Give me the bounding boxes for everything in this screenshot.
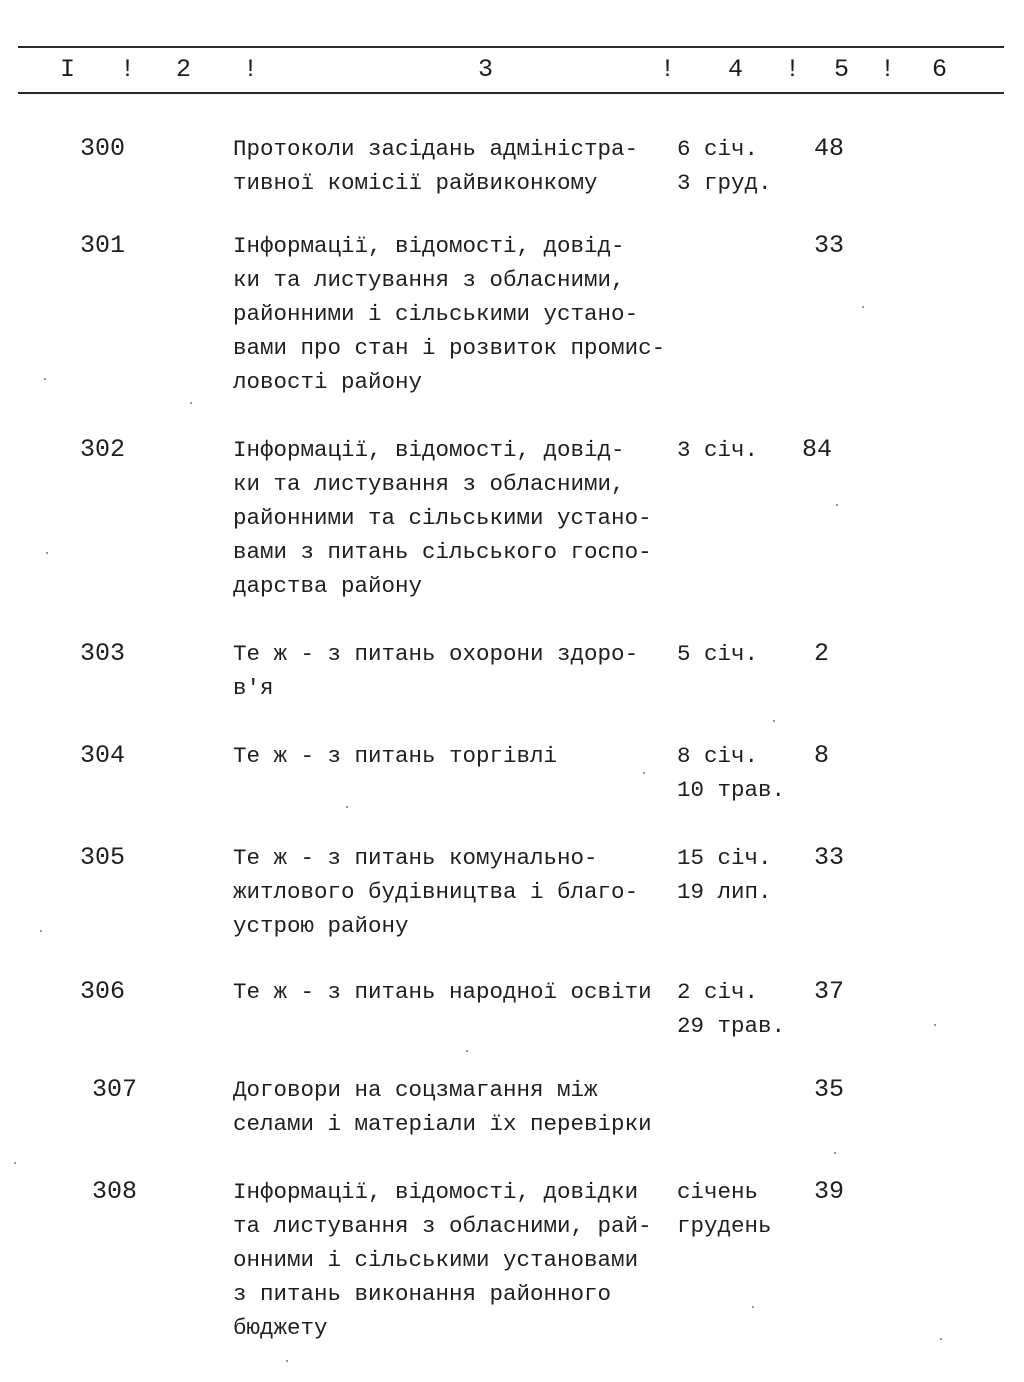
title-line: з питань виконання районного <box>233 1281 612 1307</box>
scan-speck <box>940 1338 942 1340</box>
file-number: 308 <box>92 1177 138 1206</box>
title-line: районними та сільськими устано- <box>233 505 652 531</box>
title-line: селами і матеріали їх перевірки <box>233 1111 652 1137</box>
scan-speck <box>862 306 864 308</box>
date-line: січень <box>677 1179 759 1205</box>
file-number: 305 <box>80 843 126 872</box>
title-line: Інформації, відомості, довід- <box>233 437 625 463</box>
title-line: ловості району <box>233 369 423 395</box>
date-range <box>677 739 785 807</box>
date-line: 3 груд. <box>677 170 772 196</box>
sheet-count: 2 <box>814 639 830 668</box>
header-separator: ! <box>243 55 259 84</box>
date-line: грудень <box>677 1213 772 1239</box>
title-line: устрою району <box>233 913 409 939</box>
scan-speck <box>190 402 192 404</box>
title-line: ки та листування з обласними, <box>233 267 625 293</box>
file-number: 307 <box>92 1075 138 1104</box>
title-line: та листування з обласними, рай- <box>233 1213 652 1239</box>
sheet-count: 48 <box>814 134 845 163</box>
file-number: 306 <box>80 977 126 1006</box>
date-range <box>677 433 758 467</box>
scan-speck <box>14 1162 16 1164</box>
sheet-count: 84 <box>802 435 833 464</box>
title-line: Протоколи засідань адміністра- <box>233 136 639 162</box>
title-line: ки та листування з обласними, <box>233 471 625 497</box>
title-line: в'я <box>233 675 274 701</box>
date-range <box>677 132 772 200</box>
title-line: Те ж - з питань комунально- <box>233 845 598 871</box>
scan-speck <box>773 720 775 722</box>
date-line: 8 січ. <box>677 743 759 769</box>
header-col-6: 6 <box>932 55 948 84</box>
header-separator: ! <box>120 55 136 84</box>
file-title <box>233 433 673 603</box>
scan-speck <box>286 1360 288 1362</box>
date-range <box>677 637 758 671</box>
date-line: 2 січ. <box>677 979 759 1005</box>
title-line: Інформації, відомості, довід- <box>233 233 625 259</box>
title-line: вами з питань сільського госпо- <box>233 539 652 565</box>
title-line: Те ж - з питань торгівлі <box>233 743 558 769</box>
date-line: 15 січ. <box>677 845 772 871</box>
date-line: 10 трав. <box>677 777 786 803</box>
header-col-3: 3 <box>478 55 494 84</box>
file-title <box>233 739 673 773</box>
file-title <box>233 975 673 1009</box>
date-range <box>677 1175 772 1243</box>
title-line: житлового будівництва і благо- <box>233 879 639 905</box>
date-line: 6 січ. <box>677 136 759 162</box>
scan-speck <box>40 930 42 932</box>
date-line: 3 січ. <box>677 437 759 463</box>
header-bottom-rule <box>18 92 1004 94</box>
file-number: 303 <box>80 639 126 668</box>
file-title <box>233 229 673 399</box>
file-number: 302 <box>80 435 126 464</box>
file-title <box>233 637 673 705</box>
file-number: 304 <box>80 741 126 770</box>
header-col-2: 2 <box>176 55 192 84</box>
header-col-4: 4 <box>728 55 744 84</box>
date-line: 29 трав. <box>677 1013 786 1039</box>
sheet-count: 37 <box>814 977 845 1006</box>
header-top-rule <box>18 46 1004 48</box>
sheet-count: 33 <box>814 843 845 872</box>
title-line: Інформації, відомості, довідки <box>233 1179 639 1205</box>
title-line: Договори на соцзмагання між <box>233 1077 598 1103</box>
sheet-count: 33 <box>814 231 845 260</box>
scan-speck <box>466 1050 468 1052</box>
scan-speck <box>643 772 645 774</box>
sheet-count: 39 <box>814 1177 845 1206</box>
date-line: 19 лип. <box>677 879 772 905</box>
file-title <box>233 1175 673 1345</box>
title-line: районними і сільськими устано- <box>233 301 639 327</box>
file-title <box>233 1073 673 1141</box>
header-col-5: 5 <box>834 55 850 84</box>
scan-speck <box>752 1306 754 1308</box>
file-title <box>233 841 673 943</box>
sheet-count: 8 <box>814 741 830 770</box>
title-line: дарства району <box>233 573 423 599</box>
header-separator: ! <box>660 55 676 84</box>
file-number: 301 <box>80 231 126 260</box>
title-line: бюджету <box>233 1315 328 1341</box>
scan-speck <box>836 504 838 506</box>
title-line: онними і сільськими установами <box>233 1247 639 1273</box>
scan-speck <box>834 1152 836 1154</box>
title-line: Те ж - з питань охорони здоро- <box>233 641 639 667</box>
scan-speck <box>934 1024 936 1026</box>
title-line: вами про стан і розвиток промис- <box>233 335 666 361</box>
scan-speck <box>46 552 48 554</box>
file-title <box>233 132 673 200</box>
header-col-1: I <box>60 55 76 84</box>
date-line: 5 січ. <box>677 641 759 667</box>
date-range <box>677 975 785 1043</box>
header-separator: ! <box>785 55 801 84</box>
title-line: Те ж - з питань народної освіти <box>233 979 652 1005</box>
title-line: тивної комісії райвиконкому <box>233 170 598 196</box>
file-number: 300 <box>80 134 126 163</box>
scan-speck <box>44 378 46 380</box>
sheet-count: 35 <box>814 1075 845 1104</box>
date-range <box>677 841 772 909</box>
scan-speck <box>346 806 348 808</box>
header-separator: ! <box>880 55 896 84</box>
